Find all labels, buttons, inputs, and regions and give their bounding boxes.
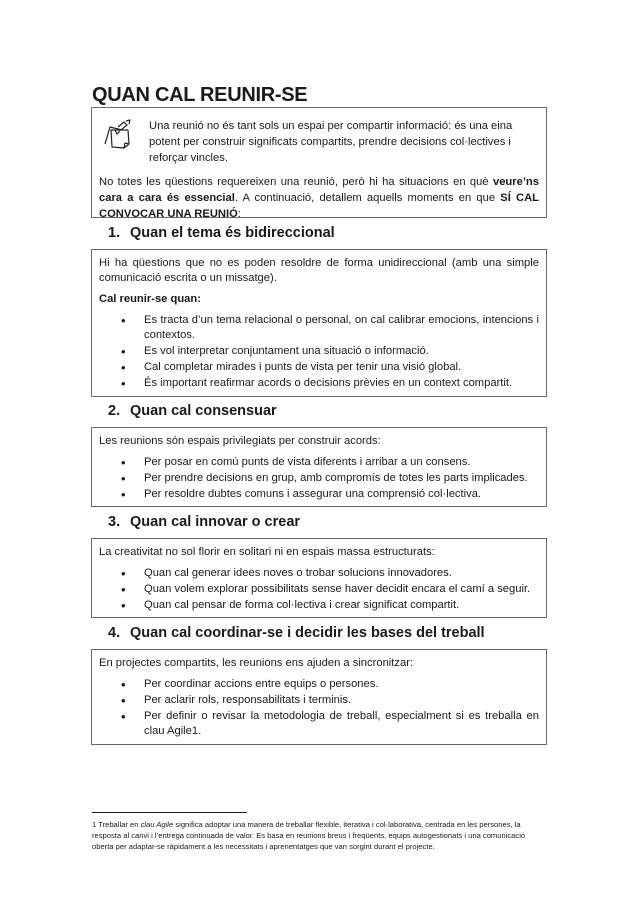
section-title: Quan el tema és bidireccional (130, 225, 335, 241)
list-item: • Per resoldre dubtes comuns i assegurar una comprensió col·lectiva. (99, 487, 539, 502)
subheading-text: Cal reunir-se quan: (99, 293, 201, 305)
section-title: Quan cal consensuar (130, 403, 277, 419)
section-intro: Hi ha qüestions que no es poden resoldre de forma unidireccional (amb una simple comunicació escrita o un missatge). (99, 257, 539, 284)
section-number: 4. (108, 625, 121, 641)
bullet-list (99, 313, 539, 391)
section-3-box (91, 538, 547, 618)
bullet-list (99, 455, 539, 502)
intro-para-text: No totes les qüestions requereixen una reunió, però hi ha situacions en què (99, 176, 493, 188)
list-item: • Per posar en comú punts de vista diferents i arribar a un consens. (99, 455, 539, 470)
section-4-box (91, 649, 547, 745)
section-3-heading (108, 514, 300, 530)
list-item: • Es tracta d’un tema relacional o personal, on cal calibrar emocions, intencions i contextos. (99, 313, 539, 343)
list-item: • Per coordinar accions entre equips o persones. (99, 677, 539, 692)
section-2-box (91, 427, 547, 507)
section-intro: Les reunions són espais privilegiats per construir acords: (99, 435, 381, 447)
intro-emphasis-face-to-face: veure’ns cara a cara és essencial (99, 176, 539, 204)
bullet-list (99, 677, 539, 739)
bullet-list (99, 566, 539, 613)
intro-lead-row (99, 118, 539, 166)
section-intro: En projectes compartits, les reunions ens ajuden a sincronitzar: (99, 657, 414, 669)
footnote-italic-term: clau Agile (140, 820, 174, 829)
section-number: 2. (108, 403, 121, 419)
list-item: • Cal completar mirades i punts de vista per tenir una visió global. (99, 360, 539, 375)
section-number: 3. (108, 514, 121, 530)
list-item: • Per prendre decisions en grup, amb compromís de totes les parts implicades. (99, 471, 539, 486)
footnote (92, 819, 547, 852)
section-title: Quan cal coordinar-se i decidir les bases del treball (130, 625, 485, 641)
sticky-note-pin-icon (102, 118, 136, 150)
section-2-heading (108, 403, 277, 419)
intro-para-text: . A continuació, detallem aquells moments en que (234, 192, 501, 204)
footnote-text: significa adoptar una manera de treballar flexible, iterativa i col·laborativa, centrada en les persones, la resposta al canvi i l’entrega continuada de valor. Es basa en reunions breus i freqüents, equips autogestionats i una comunicació oberta per adaptar-se ràpidament a les necessitats i aprenentatges que van sorgint durant el projecte. (92, 820, 526, 851)
section-title: Quan cal innovar o crear (130, 514, 301, 530)
list-item: • Quan cal generar idees noves o trobar solucions innovadores. (99, 566, 539, 581)
footnote-marker: 1 (92, 820, 97, 829)
intro-lead-text: Una reunió no és tant sols un espai per compartir informació: és una eina potent per construir significats compartits, prendre decisions col·lectives i reforçar vincles. (149, 120, 513, 164)
list-item: • Per definir o revisar la metodologia de treball, especialment si es treballa en clau Agile1. (99, 709, 539, 739)
list-item: • Quan cal pensar de forma col·lectiva i crear significat compartit. (99, 598, 539, 613)
section-number: 1. (108, 225, 121, 241)
footnote-separator (92, 812, 247, 813)
section-1-box (91, 249, 547, 397)
intro-emphasis-convocar: SÍ CAL CONVOCAR UNA REUNIÓ (99, 192, 540, 220)
list-item: • Quan volem explorar possibilitats sense haver decidit encara el camí a seguir. (99, 582, 539, 597)
section-subheading (99, 292, 539, 307)
section-1-heading (108, 225, 335, 241)
list-item: • Es vol interpretar conjuntament una situació o informació. (99, 344, 539, 359)
section-intro: La creativitat no sol florir en solitari ni en espais massa estructurats: (99, 546, 435, 558)
section-4-heading (108, 625, 485, 641)
page-title: QUAN CAL REUNIR-SE (92, 84, 308, 106)
intro-para-text: : (237, 208, 241, 220)
footnote-text: Treballar en (96, 820, 141, 829)
list-item: • Per aclarir rols, responsabilitats i terminis. (99, 693, 539, 708)
intro-paragraph (99, 174, 539, 222)
list-item: • És important reafirmar acords o decisions prèvies en un context compartit. (99, 376, 539, 391)
intro-box (91, 107, 547, 218)
